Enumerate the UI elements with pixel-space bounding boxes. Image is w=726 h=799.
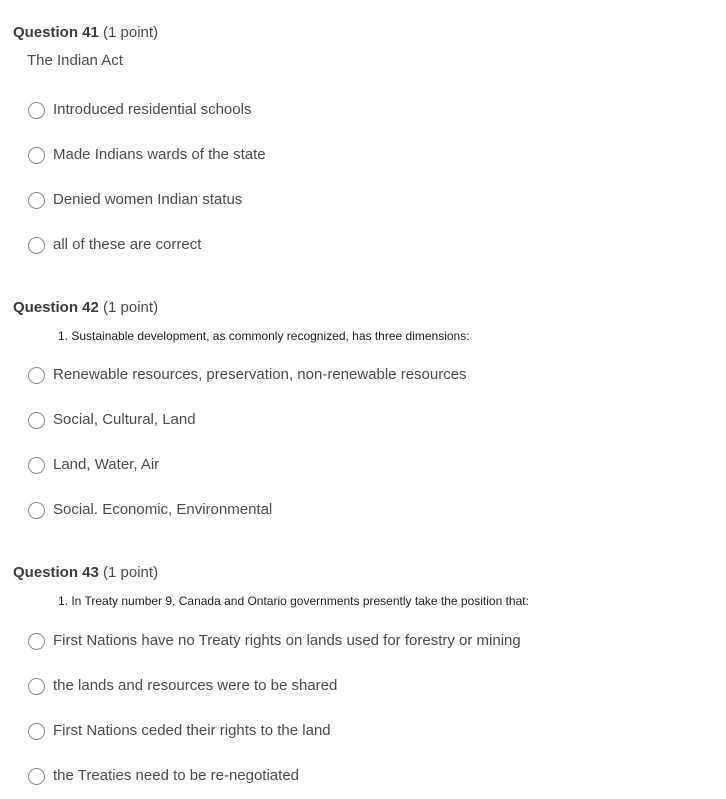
question-points: (1 point) (103, 24, 159, 41)
answer-option[interactable] (28, 365, 467, 385)
answer-label[interactable]: the lands and resources were to be shared (53, 677, 338, 694)
answer-option[interactable] (28, 500, 272, 520)
radio-button[interactable] (28, 457, 45, 474)
radio-button[interactable] (28, 723, 45, 740)
answer-label[interactable]: Made Indians wards of the state (53, 146, 266, 163)
question-header (13, 564, 158, 582)
answer-option[interactable] (28, 766, 299, 786)
radio-button[interactable] (28, 192, 45, 209)
radio-button[interactable] (28, 502, 45, 519)
radio-button[interactable] (28, 633, 45, 650)
answer-label[interactable]: all of these are correct (53, 236, 202, 253)
radio-button[interactable] (28, 678, 45, 695)
answer-option[interactable] (28, 190, 242, 210)
answer-label[interactable]: Social. Economic, Environmental (53, 501, 273, 518)
radio-button[interactable] (28, 102, 45, 119)
answer-label[interactable]: Renewable resources, preservation, non-renewable resources (53, 366, 467, 383)
answer-label[interactable]: Land, Water, Air (53, 456, 160, 473)
answer-label[interactable]: the Treaties need to be re-negotiated (53, 767, 300, 784)
question-header (13, 24, 158, 42)
question-prompt: The Indian Act (27, 52, 123, 69)
answer-option[interactable] (28, 410, 196, 430)
answer-option[interactable] (28, 676, 337, 696)
question-title: Question 43 (13, 564, 99, 581)
question-points: (1 point) (103, 564, 159, 581)
question-prompt: 1. Sustainable development, as commonly recognized, has three dimensions: (58, 329, 470, 343)
answer-option[interactable] (28, 145, 266, 165)
question-title: Question 42 (13, 299, 99, 316)
radio-button[interactable] (28, 147, 45, 164)
radio-button[interactable] (28, 367, 45, 384)
answer-label[interactable]: Introduced residential schools (53, 101, 252, 118)
answer-label[interactable]: Social, Cultural, Land (53, 411, 196, 428)
question-header (13, 299, 158, 317)
answer-label[interactable]: First Nations ceded their rights to the land (53, 722, 331, 739)
question-points: (1 point) (103, 299, 159, 316)
answer-label[interactable]: First Nations have no Treaty rights on lands used for forestry or mining (53, 632, 521, 649)
radio-button[interactable] (28, 237, 45, 254)
radio-button[interactable] (28, 412, 45, 429)
answer-option[interactable] (28, 100, 251, 120)
answer-label[interactable]: Denied women Indian status (53, 191, 243, 208)
radio-button[interactable] (28, 768, 45, 785)
answer-option[interactable] (28, 235, 201, 255)
answer-option[interactable] (28, 721, 331, 741)
answer-option[interactable] (28, 455, 159, 475)
answer-option[interactable] (28, 631, 521, 651)
question-prompt: 1. In Treaty number 9, Canada and Ontario governments presently take the position that: (58, 594, 529, 608)
question-title: Question 41 (13, 24, 99, 41)
